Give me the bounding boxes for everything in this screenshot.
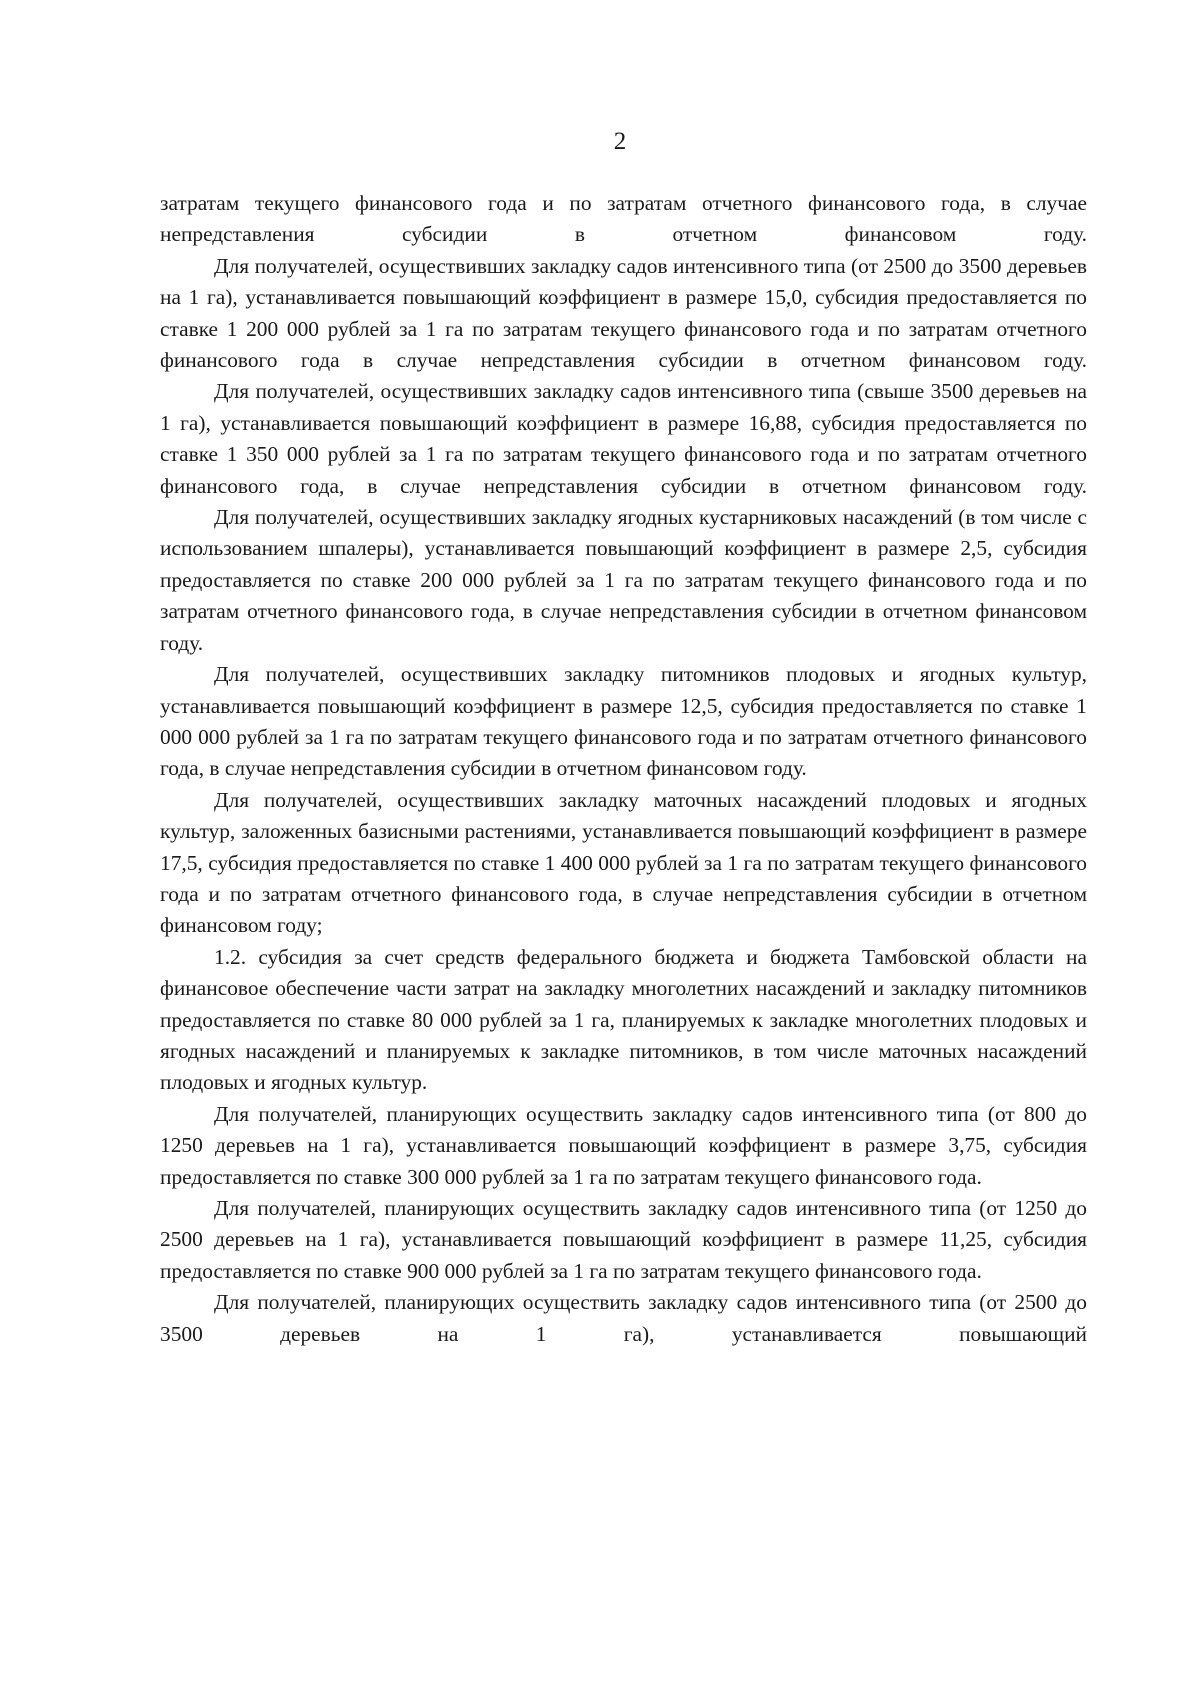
paragraph: Для получателей, осуществивших закладку садов интенсивного типа (от 2500 до 3500 деревьев на 1 га), устанавливается повышающий коэффициент в размере 15,0, субсидия предоставляется по ставке 1 200 000 рублей за 1 га по затратам текущего финансового года и по затратам отчетного финансового года в случае непредставления субсидии в отчетном финансовом году.: [160, 253, 1087, 373]
paragraph: Для получателей, планирующих осуществить закладку садов интенсивного типа (от 2500 до 3500 деревьев на 1 га), устанавливается повышающий: [160, 1290, 1087, 1346]
paragraph: Для получателей, осуществивших закладку маточных насаждений плодовых и ягодных культур, заложенных базисными растениями, устанавливается повышающий коэффициент в размере 17,5, субсидия предоставляется по ставке 1 400 000 рублей за 1 га по затратам текущего финансового года и по затратам отчетного финансового года, в случае непредставления субсидии в отчетном финансовом году;: [160, 787, 1087, 938]
paragraph: 1.2. субсидия за счет средств федерального бюджета и бюджета Тамбовской области на финансовое обеспечение части затрат на закладку многолетних насаждений и закладку питомников предоставляется по ставке 80 000 рублей за 1 га, планируемых к закладке многолетних плодовых и ягодных насаждений и планируемых к закладке питомников, в том числе маточных насаждений плодовых и ягодных культур.: [160, 944, 1087, 1095]
paragraph: Для получателей, осуществивших закладку садов интенсивного типа (свыше 3500 деревьев на 1 га), устанавливается повышающий коэффициент в размере 16,88, субсидия предоставляется по ставке 1 350 000 рублей за 1 га по затратам текущего финансового года и по затратам отчетного финансового года, в случае непредставления субсидии в отчетном финансовом году.: [160, 379, 1087, 498]
paragraph: Для получателей, планирующих осуществить закладку садов интенсивного типа (от 1250 до 2500 деревьев на 1 га), устанавливается повышающий коэффициент в размере 11,25, субсидия предоставляется по ставке 900 000 рублей за 1 га по затратам текущего финансового года.: [160, 1196, 1087, 1283]
paragraph: Для получателей, осуществивших закладку ягодных кустарниковых насаждений (в том числе с использованием шпалеры), устанавливается повышающий коэффициент в размере 2,5, субсидия предоставляется по ставке 200 000 рублей за 1 га по затратам текущего финансового года и по затратам отчетного финансового года, в случае непредставления субсидии в отчетном финансовом году.: [160, 505, 1087, 655]
paragraph: затратам текущего финансового года и по затратам отчетного финансового года, в случае непредставления субсидии в отчетном финансовом году.: [160, 191, 1087, 247]
page-number: 2: [613, 128, 627, 155]
document-body: [160, 188, 1087, 1350]
paragraph: Для получателей, осуществивших закладку питомников плодовых и ягодных культур, устанавливается повышающий коэффициент в размере 12,5, субсидия предоставляется по ставке 1 000 000 рублей за 1 га по затратам текущего финансового года и по затратам отчетного финансового года, в случае непредставления субсидии в отчетном финансовом году.: [160, 662, 1087, 781]
paragraph: Для получателей, планирующих осуществить закладку садов интенсивного типа (от 800 до 1250 деревьев на 1 га), устанавливается повышающий коэффициент в размере 3,75, субсидия предоставляется по ставке 300 000 рублей за 1 га по затратам текущего финансового года.: [160, 1101, 1087, 1189]
